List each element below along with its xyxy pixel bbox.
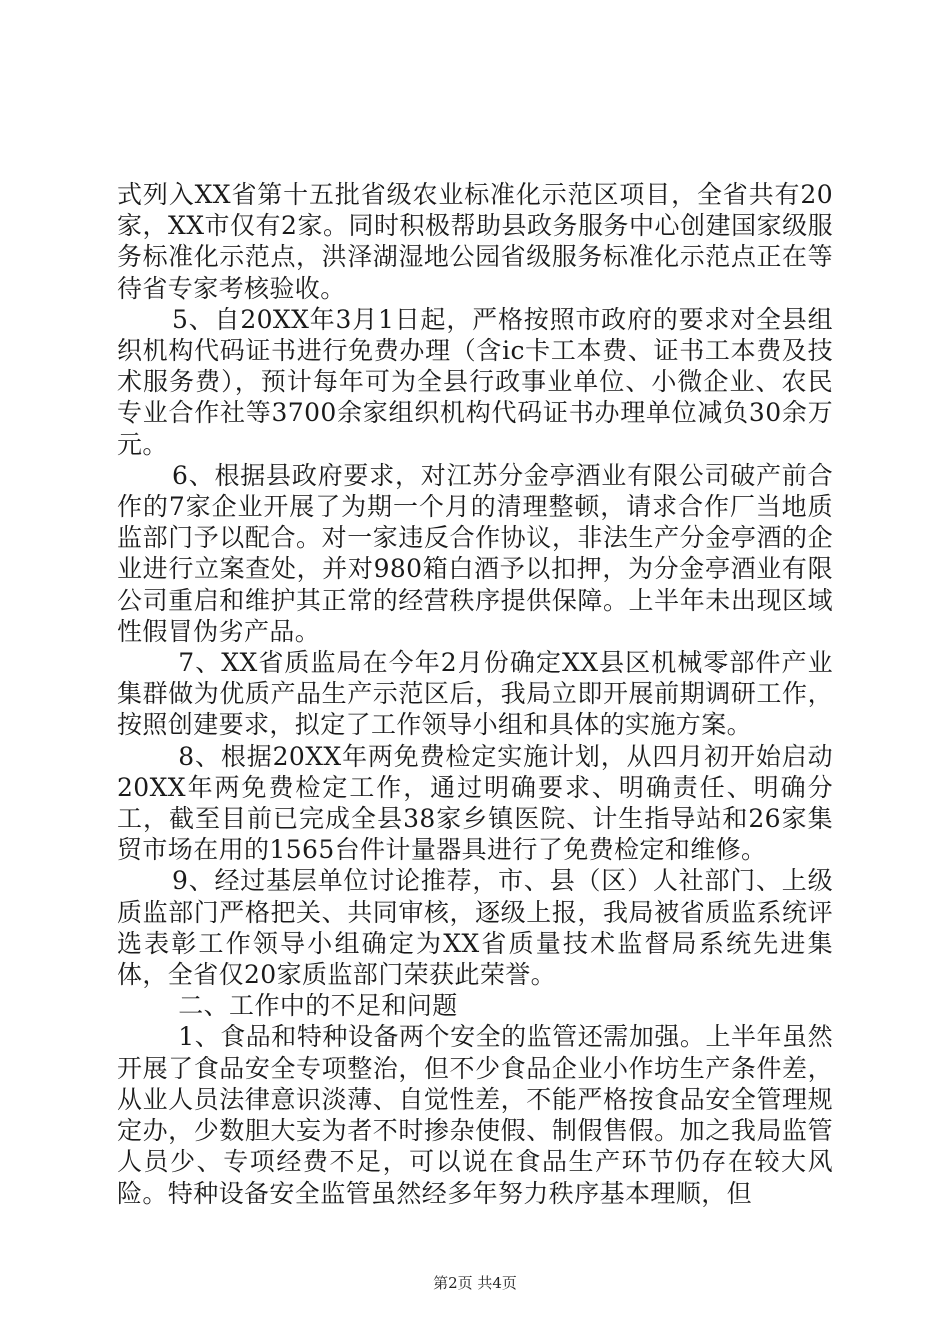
section-heading: 二、工作中的不足和问题 (178, 991, 458, 1021)
page-footer: 第2页 共4页 (433, 1274, 517, 1292)
paragraph-item-6: 6、根据县政府要求，对江苏分金亭酒业有限公司破产前合作的7家企业开展了为期一个月的清理整顿，请求合作厂当地质监部门予以配合。对一家违反合作协议，非法生产分金亭酒的企业进行立案查处，并对980箱白酒予以扣押，为分金亭酒业有限公司重启和维护其正常的经营秩序提供保障。上半年未出现区域性假冒伪劣产品。 (117, 460, 833, 646)
paragraph-continuation: 式列入XX省第十五批省级农业标准化示范区项目，全省共有20家，XX市仅有2家。同时积极帮助县政务服务中心创建国家级服务标准化示范点，洪泽湖湿地公园省级服务标准化示范点正在等待省专家考核验收。 (117, 180, 833, 303)
paragraph-problem-1: 1、食品和特种设备两个安全的监管还需加强。上半年虽然开展了食品安全专项整治，但不少食品企业小作坊生产条件差，从业人员法律意识淡薄、自觉性差，不能严格按食品安全管理规定办，少数胆大妄为者不时掺杂使假、制假售假。加之我局监管人员少、专项经费不足，可以说在食品生产环节仍存在较大风险。特种设备安全监管虽然经多年努力秩序基本理顺，但 (117, 1022, 833, 1208)
paragraph-item-7: 7、XX省质监局在今年2月份确定XX县区机械零部件产业集群做为优质产品生产示范区后，我局立即开展前期调研工作，按照创建要求，拟定了工作领导小组和具体的实施方案。 (117, 648, 833, 740)
paragraph-item-8: 8、根据20XX年两免费检定实施计划，从四月初开始启动20XX年两免费检定工作，通过明确要求、明确责任、明确分工，截至目前已完成全县38家乡镇医院、计生指导站和26家集贸市场在用的1565台件计量器具进行了免费检定和维修。 (117, 741, 833, 865)
document-body (117, 179, 833, 1209)
paragraph-item-5: 5、自20XX年3月1日起，严格按照市政府的要求对全县组织机构代码证书进行免费办理（含ic卡工本费、证书工本费及技术服务费），预计每年可为全县行政事业单位、小微企业、农民专业合作社等3700余家组织机构代码证书办理单位减负30余万元。 (117, 304, 833, 459)
paragraph-item-9: 9、经过基层单位讨论推荐，市、县（区）人社部门、上级质监部门严格把关、共同审核，逐级上报，我局被省质监系统评选表彰工作领导小组确定为XX省质量技术监督局系统先进集体，全省仅20家质监部门荣获此荣誉。 (117, 866, 833, 990)
